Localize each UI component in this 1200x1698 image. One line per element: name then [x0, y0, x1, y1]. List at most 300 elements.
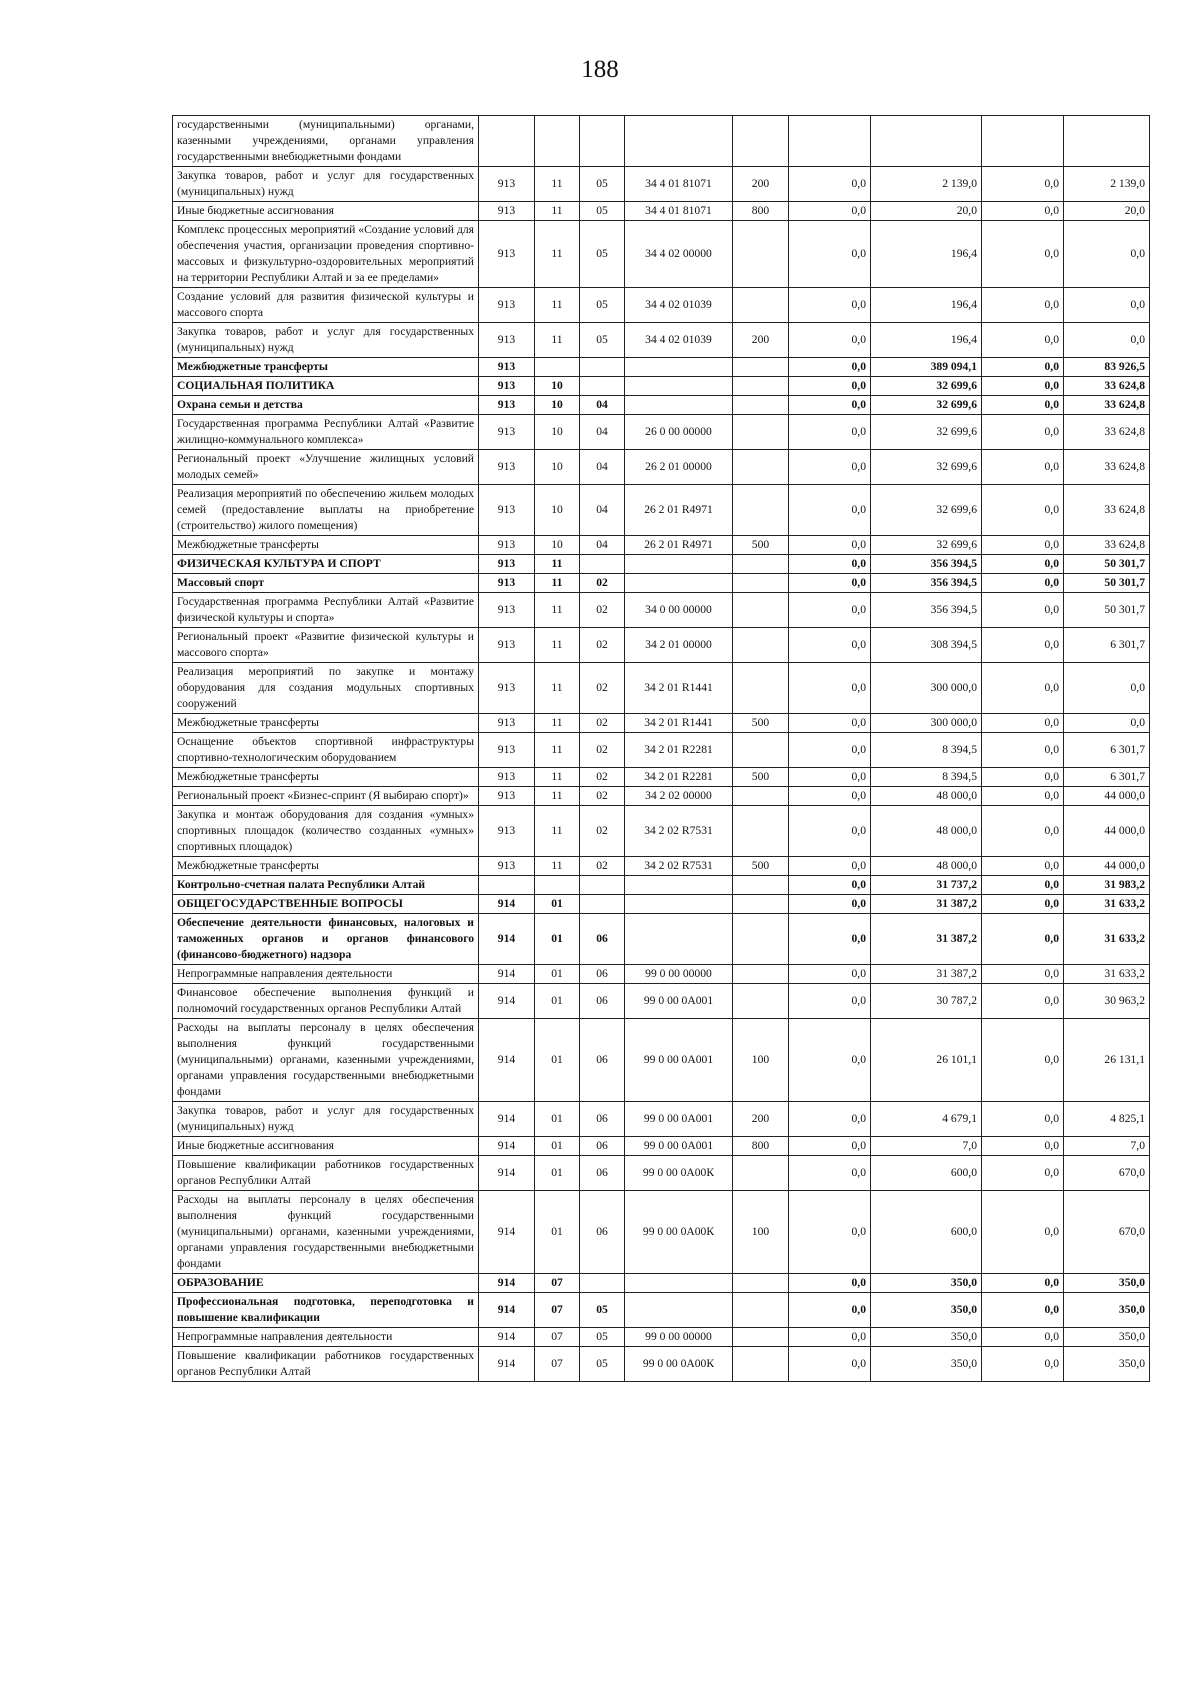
cell-value-1: 0,0 — [789, 396, 871, 415]
cell-subsection: 06 — [580, 1137, 625, 1156]
cell-value-2: 356 394,5 — [871, 574, 982, 593]
cell-subsection: 05 — [580, 167, 625, 202]
cell-value-3: 0,0 — [982, 768, 1064, 787]
cell-section: 07 — [535, 1274, 580, 1293]
cell-subsection: 05 — [580, 1328, 625, 1347]
table-row — [173, 555, 1150, 574]
cell-name: Контрольно-счетная палата Республики Алтай — [173, 876, 479, 895]
cell-name: Массовый спорт — [173, 574, 479, 593]
cell-target-article: 26 2 01 R4971 — [625, 536, 733, 555]
cell-value-3: 0,0 — [982, 1019, 1064, 1102]
cell-value-2: 7,0 — [871, 1137, 982, 1156]
cell-grbs: 913 — [479, 323, 535, 358]
cell-value-3: 0,0 — [982, 984, 1064, 1019]
table-row — [173, 857, 1150, 876]
table-row — [173, 450, 1150, 485]
cell-name: Профессиональная подготовка, переподготовка и повышение квалификации — [173, 1293, 479, 1328]
table-row — [173, 663, 1150, 714]
cell-name: Реализация мероприятий по закупке и монтажу оборудования для создания модульных спортивных сооружений — [173, 663, 479, 714]
cell-value-1: 0,0 — [789, 1019, 871, 1102]
cell-expense-type: 500 — [733, 536, 789, 555]
cell-value-3: 0,0 — [982, 450, 1064, 485]
cell-expense-type — [733, 787, 789, 806]
cell-section: 11 — [535, 663, 580, 714]
cell-target-article — [625, 396, 733, 415]
cell-subsection: 06 — [580, 1102, 625, 1137]
cell-target-article — [625, 555, 733, 574]
cell-value-4: 0,0 — [1064, 221, 1150, 288]
cell-value-2: 600,0 — [871, 1156, 982, 1191]
cell-value-1: 0,0 — [789, 1156, 871, 1191]
cell-value-2: 8 394,5 — [871, 733, 982, 768]
cell-name: Расходы на выплаты персоналу в целях обеспечения выполнения функций государственными (муниципальными) органами, казенными учреждениями, органами управления государственными внебюджетными фондами — [173, 1019, 479, 1102]
cell-subsection: 02 — [580, 628, 625, 663]
cell-target-article: 34 2 02 00000 — [625, 787, 733, 806]
cell-value-3: 0,0 — [982, 965, 1064, 984]
cell-section: 07 — [535, 1293, 580, 1328]
cell-value-2: 308 394,5 — [871, 628, 982, 663]
cell-name: Государственная программа Республики Алтай «Развитие жилищно-коммунального комплекса» — [173, 415, 479, 450]
cell-value-3: 0,0 — [982, 628, 1064, 663]
cell-grbs: 914 — [479, 1191, 535, 1274]
cell-value-2: 48 000,0 — [871, 806, 982, 857]
cell-name: Повышение квалификации работников государственных органов Республики Алтай — [173, 1347, 479, 1382]
cell-expense-type — [733, 965, 789, 984]
cell-value-3: 0,0 — [982, 396, 1064, 415]
cell-value-1: 0,0 — [789, 787, 871, 806]
cell-subsection — [580, 895, 625, 914]
table-row — [173, 1191, 1150, 1274]
cell-grbs: 914 — [479, 1156, 535, 1191]
cell-target-article: 34 4 01 81071 — [625, 167, 733, 202]
cell-section: 10 — [535, 485, 580, 536]
cell-value-1: 0,0 — [789, 485, 871, 536]
cell-value-1: 0,0 — [789, 895, 871, 914]
cell-subsection: 06 — [580, 914, 625, 965]
cell-name: Межбюджетные трансферты — [173, 857, 479, 876]
cell-value-4: 0,0 — [1064, 323, 1150, 358]
cell-name: Охрана семьи и детства — [173, 396, 479, 415]
cell-value-2: 196,4 — [871, 323, 982, 358]
cell-value-2 — [871, 116, 982, 167]
cell-value-4: 6 301,7 — [1064, 733, 1150, 768]
cell-section: 01 — [535, 1019, 580, 1102]
cell-value-1: 0,0 — [789, 288, 871, 323]
cell-value-4: 20,0 — [1064, 202, 1150, 221]
cell-expense-type: 500 — [733, 768, 789, 787]
cell-target-article: 26 2 01 00000 — [625, 450, 733, 485]
table-row — [173, 1328, 1150, 1347]
cell-subsection — [580, 876, 625, 895]
cell-section: 01 — [535, 965, 580, 984]
cell-value-4: 0,0 — [1064, 288, 1150, 323]
cell-value-1: 0,0 — [789, 377, 871, 396]
cell-value-4: 4 825,1 — [1064, 1102, 1150, 1137]
cell-value-4: 50 301,7 — [1064, 593, 1150, 628]
cell-value-2: 600,0 — [871, 1191, 982, 1274]
cell-expense-type: 100 — [733, 1019, 789, 1102]
budget-table — [172, 115, 1150, 1382]
cell-subsection: 05 — [580, 1347, 625, 1382]
cell-value-2: 31 737,2 — [871, 876, 982, 895]
cell-section: 11 — [535, 787, 580, 806]
cell-section: 11 — [535, 555, 580, 574]
cell-expense-type — [733, 914, 789, 965]
cell-value-1: 0,0 — [789, 1347, 871, 1382]
cell-value-4: 350,0 — [1064, 1293, 1150, 1328]
cell-value-1: 0,0 — [789, 221, 871, 288]
table-row — [173, 876, 1150, 895]
cell-subsection: 05 — [580, 221, 625, 288]
cell-value-2: 32 699,6 — [871, 485, 982, 536]
cell-value-2: 2 139,0 — [871, 167, 982, 202]
table-row — [173, 1293, 1150, 1328]
table-row — [173, 1156, 1150, 1191]
cell-target-article: 99 0 00 00000 — [625, 1328, 733, 1347]
cell-name: ФИЗИЧЕСКАЯ КУЛЬТУРА И СПОРТ — [173, 555, 479, 574]
cell-section: 01 — [535, 1137, 580, 1156]
table-row — [173, 221, 1150, 288]
cell-value-2: 32 699,6 — [871, 450, 982, 485]
cell-value-1: 0,0 — [789, 593, 871, 628]
cell-section: 11 — [535, 593, 580, 628]
cell-subsection: 02 — [580, 733, 625, 768]
cell-target-article: 99 0 00 0А001 — [625, 984, 733, 1019]
cell-grbs: 913 — [479, 396, 535, 415]
cell-value-4: 26 131,1 — [1064, 1019, 1150, 1102]
cell-grbs: 913 — [479, 167, 535, 202]
cell-expense-type — [733, 663, 789, 714]
cell-section: 11 — [535, 768, 580, 787]
cell-section: 11 — [535, 574, 580, 593]
cell-expense-type: 800 — [733, 1137, 789, 1156]
cell-section: 11 — [535, 167, 580, 202]
cell-value-4 — [1064, 116, 1150, 167]
cell-value-2: 20,0 — [871, 202, 982, 221]
cell-value-3: 0,0 — [982, 167, 1064, 202]
cell-grbs: 914 — [479, 1293, 535, 1328]
cell-grbs: 913 — [479, 415, 535, 450]
table-row — [173, 415, 1150, 450]
cell-section: 10 — [535, 396, 580, 415]
cell-expense-type — [733, 984, 789, 1019]
cell-subsection: 06 — [580, 984, 625, 1019]
table-row — [173, 574, 1150, 593]
table-row — [173, 787, 1150, 806]
cell-name: Закупка и монтаж оборудования для создания «умных» спортивных площадок (количество созданных «умных» спортивных площадок) — [173, 806, 479, 857]
cell-target-article — [625, 876, 733, 895]
cell-expense-type — [733, 377, 789, 396]
cell-grbs — [479, 116, 535, 167]
table-row — [173, 288, 1150, 323]
cell-value-2: 32 699,6 — [871, 377, 982, 396]
cell-value-2: 32 699,6 — [871, 415, 982, 450]
cell-value-1: 0,0 — [789, 1191, 871, 1274]
cell-subsection: 06 — [580, 1156, 625, 1191]
cell-value-1: 0,0 — [789, 1102, 871, 1137]
cell-target-article: 34 4 02 00000 — [625, 221, 733, 288]
cell-grbs: 913 — [479, 663, 535, 714]
cell-section: 01 — [535, 984, 580, 1019]
cell-value-3: 0,0 — [982, 221, 1064, 288]
cell-grbs: 914 — [479, 914, 535, 965]
table-body — [173, 116, 1150, 1382]
table-row — [173, 1019, 1150, 1102]
cell-grbs: 913 — [479, 536, 535, 555]
table-row — [173, 536, 1150, 555]
cell-name: ОБРАЗОВАНИЕ — [173, 1274, 479, 1293]
table-row — [173, 1274, 1150, 1293]
cell-value-2: 32 699,6 — [871, 396, 982, 415]
cell-expense-type — [733, 396, 789, 415]
cell-value-4: 7,0 — [1064, 1137, 1150, 1156]
cell-name: ОБЩЕГОСУДАРСТВЕННЫЕ ВОПРОСЫ — [173, 895, 479, 914]
table-row — [173, 914, 1150, 965]
cell-grbs: 914 — [479, 1137, 535, 1156]
cell-section: 11 — [535, 202, 580, 221]
cell-value-2: 31 387,2 — [871, 965, 982, 984]
cell-value-3: 0,0 — [982, 876, 1064, 895]
cell-name: Государственная программа Республики Алтай «Развитие физической культуры и спорта» — [173, 593, 479, 628]
table-row — [173, 733, 1150, 768]
cell-expense-type: 500 — [733, 857, 789, 876]
cell-subsection — [580, 377, 625, 396]
table-row — [173, 984, 1150, 1019]
cell-value-3: 0,0 — [982, 733, 1064, 768]
cell-value-2: 356 394,5 — [871, 593, 982, 628]
cell-grbs: 913 — [479, 628, 535, 663]
cell-value-3: 0,0 — [982, 358, 1064, 377]
cell-value-4: 0,0 — [1064, 663, 1150, 714]
cell-value-4: 44 000,0 — [1064, 787, 1150, 806]
cell-expense-type: 200 — [733, 323, 789, 358]
table-row — [173, 1137, 1150, 1156]
cell-expense-type — [733, 358, 789, 377]
cell-name: Обеспечение деятельности финансовых, налоговых и таможенных органов и органов финансового (финансово-бюджетного) надзора — [173, 914, 479, 965]
table-row — [173, 377, 1150, 396]
cell-value-3: 0,0 — [982, 323, 1064, 358]
cell-name: Расходы на выплаты персоналу в целях обеспечения выполнения функций государственными (муниципальными) органами, казенными учреждениями, органами управления государственными внебюджетными фондами — [173, 1191, 479, 1274]
cell-value-1: 0,0 — [789, 806, 871, 857]
cell-value-4: 33 624,8 — [1064, 450, 1150, 485]
cell-expense-type: 800 — [733, 202, 789, 221]
cell-value-1: 0,0 — [789, 984, 871, 1019]
cell-value-3: 0,0 — [982, 1347, 1064, 1382]
cell-value-1: 0,0 — [789, 663, 871, 714]
cell-expense-type — [733, 555, 789, 574]
cell-value-2: 26 101,1 — [871, 1019, 982, 1102]
cell-value-2: 31 387,2 — [871, 914, 982, 965]
cell-value-1: 0,0 — [789, 857, 871, 876]
cell-subsection: 06 — [580, 1191, 625, 1274]
cell-grbs: 914 — [479, 984, 535, 1019]
cell-subsection — [580, 358, 625, 377]
cell-value-3: 0,0 — [982, 1191, 1064, 1274]
cell-target-article: 34 4 01 81071 — [625, 202, 733, 221]
cell-value-1: 0,0 — [789, 1137, 871, 1156]
cell-value-2: 31 387,2 — [871, 895, 982, 914]
cell-expense-type — [733, 593, 789, 628]
cell-subsection: 02 — [580, 574, 625, 593]
cell-expense-type — [733, 1274, 789, 1293]
cell-target-article: 34 2 02 R7531 — [625, 806, 733, 857]
table-row — [173, 965, 1150, 984]
cell-target-article: 34 0 00 00000 — [625, 593, 733, 628]
cell-value-1: 0,0 — [789, 1293, 871, 1328]
cell-expense-type — [733, 574, 789, 593]
cell-value-3: 0,0 — [982, 1328, 1064, 1347]
cell-target-article: 34 2 01 R2281 — [625, 733, 733, 768]
cell-grbs: 914 — [479, 895, 535, 914]
cell-target-article: 34 4 02 01039 — [625, 323, 733, 358]
table-row — [173, 806, 1150, 857]
cell-target-article — [625, 377, 733, 396]
cell-section: 11 — [535, 628, 580, 663]
cell-grbs: 914 — [479, 1102, 535, 1137]
cell-expense-type: 200 — [733, 167, 789, 202]
cell-name: Оснащение объектов спортивной инфраструктуры спортивно-технологическим оборудованием — [173, 733, 479, 768]
cell-value-2: 32 699,6 — [871, 536, 982, 555]
cell-name: Создание условий для развития физической культуры и массового спорта — [173, 288, 479, 323]
cell-section — [535, 876, 580, 895]
cell-section: 11 — [535, 806, 580, 857]
table-row — [173, 768, 1150, 787]
cell-value-2: 30 787,2 — [871, 984, 982, 1019]
cell-target-article — [625, 1293, 733, 1328]
cell-section: 10 — [535, 450, 580, 485]
cell-value-3: 0,0 — [982, 1102, 1064, 1137]
cell-value-3: 0,0 — [982, 1137, 1064, 1156]
cell-value-4: 2 139,0 — [1064, 167, 1150, 202]
cell-value-3: 0,0 — [982, 1293, 1064, 1328]
cell-value-1: 0,0 — [789, 628, 871, 663]
cell-target-article — [625, 895, 733, 914]
cell-value-2: 196,4 — [871, 221, 982, 288]
cell-subsection: 02 — [580, 714, 625, 733]
cell-target-article: 26 0 00 00000 — [625, 415, 733, 450]
cell-grbs: 913 — [479, 358, 535, 377]
cell-value-4: 350,0 — [1064, 1274, 1150, 1293]
cell-subsection: 05 — [580, 323, 625, 358]
cell-value-1: 0,0 — [789, 536, 871, 555]
table-row — [173, 895, 1150, 914]
cell-expense-type: 100 — [733, 1191, 789, 1274]
cell-value-1: 0,0 — [789, 555, 871, 574]
cell-value-4: 350,0 — [1064, 1347, 1150, 1382]
cell-subsection: 05 — [580, 288, 625, 323]
cell-value-2: 350,0 — [871, 1274, 982, 1293]
cell-name: Межбюджетные трансферты — [173, 768, 479, 787]
cell-section: 01 — [535, 895, 580, 914]
cell-subsection: 02 — [580, 806, 625, 857]
cell-grbs: 913 — [479, 555, 535, 574]
cell-value-2: 389 094,1 — [871, 358, 982, 377]
cell-section: 11 — [535, 714, 580, 733]
cell-value-2: 48 000,0 — [871, 787, 982, 806]
cell-grbs: 913 — [479, 733, 535, 768]
cell-value-3 — [982, 116, 1064, 167]
cell-section: 11 — [535, 221, 580, 288]
cell-subsection: 04 — [580, 485, 625, 536]
cell-section — [535, 116, 580, 167]
cell-grbs: 913 — [479, 593, 535, 628]
cell-grbs: 914 — [479, 965, 535, 984]
cell-value-3: 0,0 — [982, 415, 1064, 450]
cell-expense-type — [733, 415, 789, 450]
cell-subsection: 04 — [580, 415, 625, 450]
cell-target-article: 99 0 00 0А001 — [625, 1102, 733, 1137]
cell-section: 10 — [535, 415, 580, 450]
cell-value-1: 0,0 — [789, 323, 871, 358]
cell-value-3: 0,0 — [982, 857, 1064, 876]
cell-subsection: 04 — [580, 396, 625, 415]
cell-expense-type — [733, 895, 789, 914]
cell-value-4: 31 633,2 — [1064, 914, 1150, 965]
table-row — [173, 1102, 1150, 1137]
cell-grbs: 913 — [479, 221, 535, 288]
cell-value-3: 0,0 — [982, 914, 1064, 965]
cell-value-4: 30 963,2 — [1064, 984, 1150, 1019]
cell-expense-type — [733, 1293, 789, 1328]
cell-value-1: 0,0 — [789, 733, 871, 768]
cell-name: Межбюджетные трансферты — [173, 358, 479, 377]
cell-subsection: 06 — [580, 1019, 625, 1102]
cell-value-1 — [789, 116, 871, 167]
cell-value-1: 0,0 — [789, 965, 871, 984]
cell-grbs — [479, 876, 535, 895]
cell-target-article: 26 2 01 R4971 — [625, 485, 733, 536]
cell-section: 01 — [535, 1102, 580, 1137]
cell-value-4: 6 301,7 — [1064, 768, 1150, 787]
cell-expense-type — [733, 450, 789, 485]
cell-name: Реализация мероприятий по обеспечению жильем молодых семей (предоставление выплаты на приобретение (строительство) жилого помещения) — [173, 485, 479, 536]
cell-value-4: 33 624,8 — [1064, 415, 1150, 450]
cell-grbs: 913 — [479, 787, 535, 806]
cell-grbs: 914 — [479, 1328, 535, 1347]
cell-value-4: 50 301,7 — [1064, 574, 1150, 593]
cell-value-3: 0,0 — [982, 377, 1064, 396]
cell-grbs: 914 — [479, 1274, 535, 1293]
cell-target-article: 34 4 02 01039 — [625, 288, 733, 323]
cell-subsection: 06 — [580, 965, 625, 984]
cell-name: СОЦИАЛЬНАЯ ПОЛИТИКА — [173, 377, 479, 396]
cell-name: Повышение квалификации работников государственных органов Республики Алтай — [173, 1156, 479, 1191]
cell-subsection: 05 — [580, 1293, 625, 1328]
cell-expense-type — [733, 485, 789, 536]
cell-section — [535, 358, 580, 377]
cell-value-3: 0,0 — [982, 536, 1064, 555]
cell-value-4: 83 926,5 — [1064, 358, 1150, 377]
table-row — [173, 593, 1150, 628]
cell-target-article: 99 0 00 0А00К — [625, 1191, 733, 1274]
cell-value-2: 350,0 — [871, 1293, 982, 1328]
cell-expense-type — [733, 876, 789, 895]
cell-section: 01 — [535, 1156, 580, 1191]
cell-value-3: 0,0 — [982, 593, 1064, 628]
cell-value-4: 33 624,8 — [1064, 485, 1150, 536]
cell-value-2: 300 000,0 — [871, 663, 982, 714]
cell-subsection: 04 — [580, 536, 625, 555]
table-row — [173, 628, 1150, 663]
cell-grbs: 913 — [479, 377, 535, 396]
cell-value-4: 44 000,0 — [1064, 857, 1150, 876]
cell-target-article: 99 0 00 0А001 — [625, 1019, 733, 1102]
cell-grbs: 913 — [479, 202, 535, 221]
cell-name: Региональный проект «Улучшение жилищных условий молодых семей» — [173, 450, 479, 485]
table-row — [173, 485, 1150, 536]
cell-value-4: 6 301,7 — [1064, 628, 1150, 663]
cell-value-4: 33 624,8 — [1064, 377, 1150, 396]
